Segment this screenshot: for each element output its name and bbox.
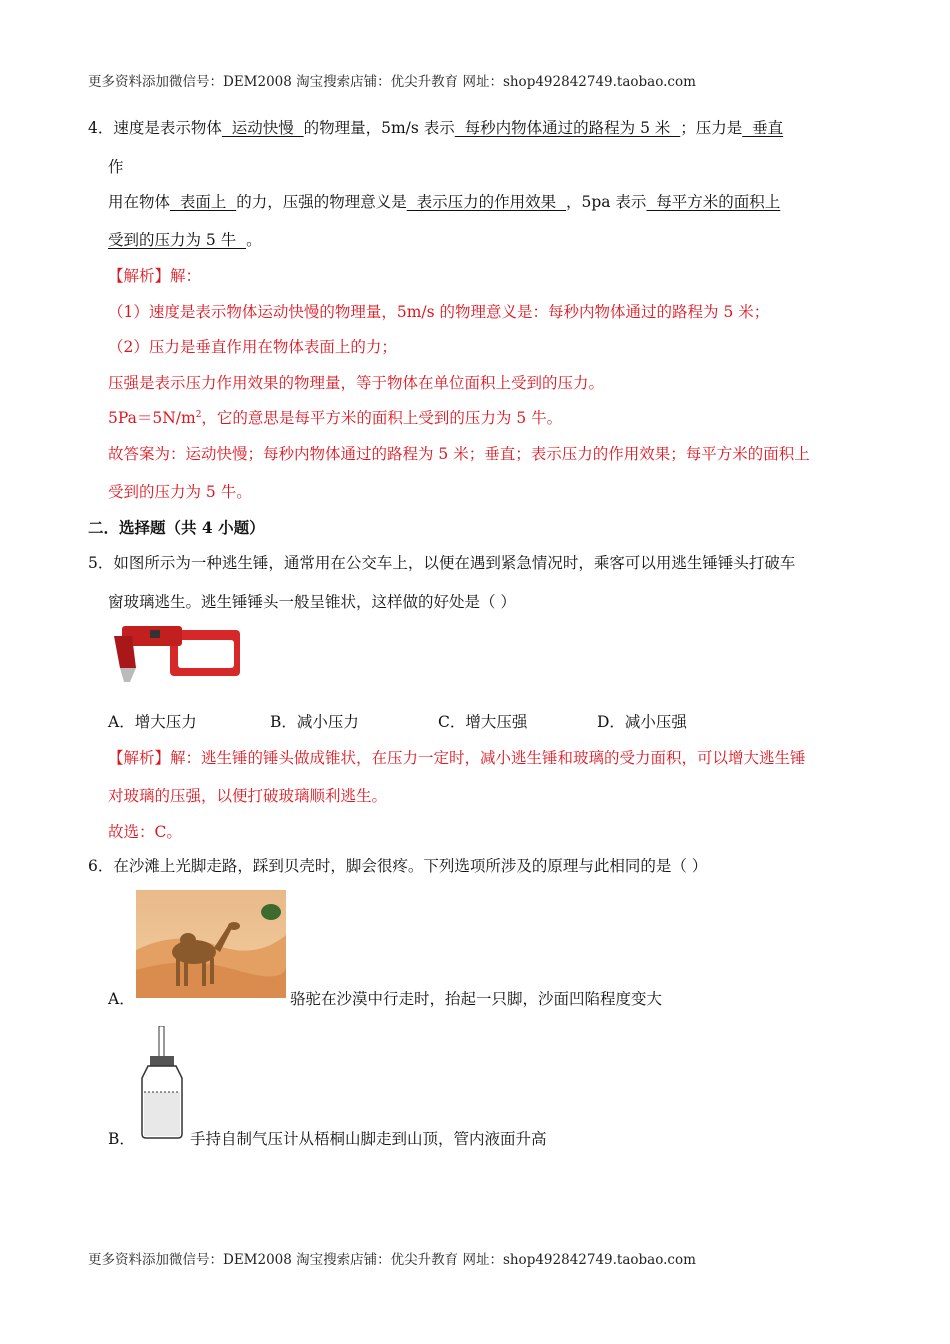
a4-line-1: （1）速度是表示物体运动快慢的物理量，5m/s 的物理意义是：每秒内物体通过的路程为 5 米； xyxy=(108,303,770,321)
q5-option-d[interactable]: D．减小压强 xyxy=(597,713,687,731)
barometer-image xyxy=(138,1026,186,1140)
q4-text: 的力，压强的物理意义是 xyxy=(236,193,407,211)
q4-blank-5: 表示压力的作用效果 xyxy=(406,193,566,211)
q4-blank-6: 每平方米的面积上 xyxy=(646,193,781,211)
a4-superscript: 2 xyxy=(195,409,202,420)
page-header: 更多资料添加微信号：DEM2008 淘宝搜索店铺：优尖升教育 网址：shop492842749.taobao.com xyxy=(88,74,696,90)
q4-line-3 xyxy=(108,190,780,212)
a4-text: ，它的意思是每平方米的面积上受到的压力为 5 牛。 xyxy=(201,409,563,427)
barometer-stopper xyxy=(150,1056,174,1066)
a4-line-4 xyxy=(108,406,562,428)
q4-text: 用在物体 xyxy=(108,193,171,211)
q5-option-c[interactable]: C．增大压强 xyxy=(438,713,528,731)
q6-option-b-text: 手持自制气压计从梧桐山脚走到山顶，管内液面升高 xyxy=(190,1130,547,1148)
q4-line-1 xyxy=(88,116,783,138)
q4-blank-7: 受到的压力为 5 牛 xyxy=(108,231,247,249)
q6-option-a-label[interactable]: A． xyxy=(108,990,135,1008)
q4-blank-2: 每秒内物体通过的路程为 5 米 xyxy=(454,119,681,137)
page-footer: 更多资料添加微信号：DEM2008 淘宝搜索店铺：优尖升教育 网址：shop492842749.taobao.com xyxy=(88,1252,696,1268)
q4-number: 4． xyxy=(88,119,114,137)
q5-option-a[interactable]: A．增大压力 xyxy=(108,713,197,731)
q4-text: 的物理量，5m/s 表示 xyxy=(303,119,455,137)
hammer-tip xyxy=(120,668,136,682)
a4-formula: 5Pa＝5N/m xyxy=(108,409,196,427)
tree xyxy=(261,904,281,920)
q4-text: ，5pa 表示 xyxy=(565,193,647,211)
q6-option-b-label[interactable]: B． xyxy=(108,1130,135,1148)
q4-text: ；压力是 xyxy=(680,119,743,137)
hammer-handle-hole xyxy=(178,640,234,668)
q4-blank-1: 运动快慢 xyxy=(221,119,304,137)
escape-hammer-image xyxy=(110,620,242,690)
section-title: 二．选择题（共 4 小题） xyxy=(88,518,265,537)
q5-line-2: 窗玻璃逃生。逃生锤锤头一般呈锥状，这样做的好处是（ ） xyxy=(108,593,516,611)
q4-text: 。 xyxy=(246,231,262,249)
q6-option-a-text: 骆驼在沙漠中行走时，抬起一只脚，沙面凹陷程度变大 xyxy=(290,990,663,1008)
a5-line-3: 故选：C。 xyxy=(108,823,182,841)
a4-label: 【解析】解： xyxy=(108,267,202,285)
q4-line-2: 作 xyxy=(108,158,124,176)
a4-line-5: 故答案为：运动快慢；每秒内物体通过的路程为 5 米；垂直；表示压力的作用效果；每平方米的面积上 xyxy=(108,445,810,463)
q4-blank-3: 垂直 xyxy=(742,119,784,137)
q5-line-1: 5．如图所示为一种逃生锤，通常用在公交车上，以便在遇到紧急情况时，乘客可以用逃生锤锤头打破车 xyxy=(88,554,796,572)
a5-line-2: 对玻璃的压强，以便打破玻璃顺利逃生。 xyxy=(108,787,388,805)
a4-line-6: 受到的压力为 5 牛。 xyxy=(108,483,252,501)
a5-line-1: 【解析】解：逃生锤的锤头做成锥状，在压力一定时，减小逃生锤和玻璃的受力面积，可以增大逃生锤 xyxy=(108,749,806,767)
barometer-liquid xyxy=(144,1092,180,1136)
q5-option-b[interactable]: B．减小压力 xyxy=(270,713,359,731)
q6-line-1: 6．在沙滩上光脚走路，踩到贝壳时，脚会很疼。下列选项所涉及的原理与此相同的是（ ） xyxy=(88,857,708,875)
a4-line-2: （2）压力是垂直作用在物体表面上的力； xyxy=(108,338,397,356)
q4-blank-4: 表面上 xyxy=(170,193,237,211)
q4-text: 速度是表示物体 xyxy=(113,119,222,137)
hammer-logo xyxy=(150,630,160,638)
q4-line-4 xyxy=(108,228,262,250)
camel-desert-image xyxy=(136,890,286,998)
a4-line-3: 压强是表示压力作用效果的物理量，等于物体在单位面积上受到的压力。 xyxy=(108,374,605,392)
